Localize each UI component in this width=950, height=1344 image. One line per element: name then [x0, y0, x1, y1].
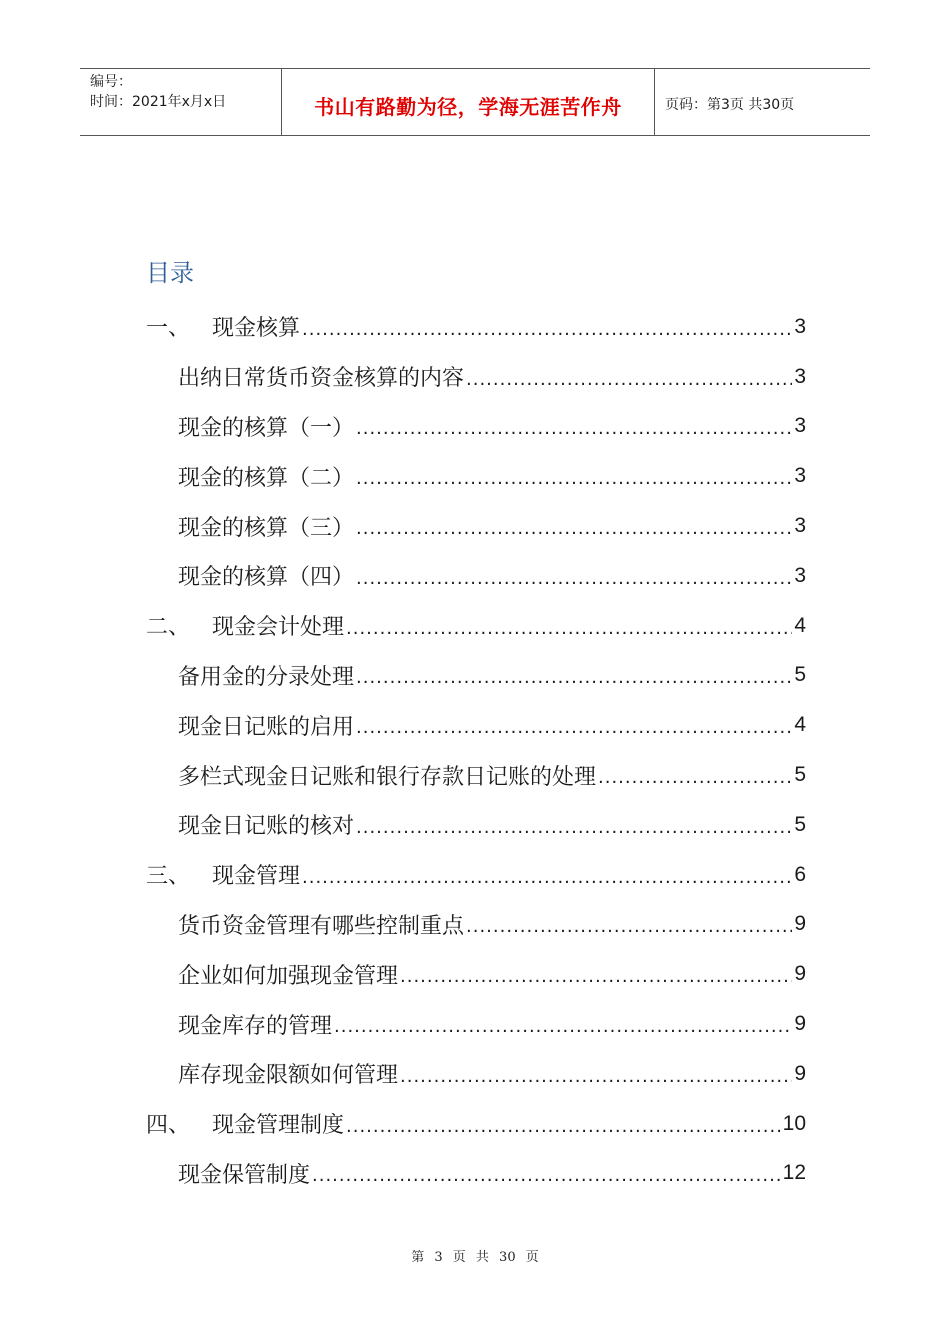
- toc-entry[interactable]: [146, 700, 806, 750]
- toc-entry-title: 现金库存的管理: [178, 1013, 333, 1039]
- toc-entry-page: 3: [794, 414, 806, 438]
- toc-entry-page: 4: [794, 613, 806, 637]
- toc-dot-leader: [356, 819, 792, 850]
- toc-dot-leader: [302, 321, 792, 352]
- toc-entry-page: 3: [794, 514, 806, 538]
- header-meta-cell: [80, 69, 282, 135]
- toc-entry-page: 10: [782, 1111, 806, 1135]
- toc-dot-leader: [312, 1167, 781, 1198]
- toc-dot-leader: [356, 420, 792, 451]
- header-page-info: 页码：第3页 共30页: [665, 97, 795, 113]
- toc-entry-page: 9: [794, 962, 806, 986]
- toc-entry[interactable]: [146, 1049, 806, 1099]
- toc-dot-leader: [346, 1118, 781, 1149]
- toc-entry-title: 多栏式现金日记账和银行存款日记账的处理: [178, 764, 597, 790]
- toc-entry-page: 5: [794, 663, 806, 687]
- toc-entry-title: 库存现金限额如何管理: [178, 1063, 399, 1089]
- toc-entry-page: 9: [794, 1012, 806, 1036]
- table-of-contents: [146, 302, 806, 1198]
- toc-entry-title: 现金的核算（三）: [178, 515, 355, 541]
- header-number-label: 编号：: [90, 74, 132, 90]
- toc-entry-page: 3: [794, 563, 806, 587]
- toc-entry[interactable]: [146, 1099, 806, 1149]
- toc-entry[interactable]: [146, 352, 806, 402]
- header-time-label: 时间：2021年x月x日: [90, 94, 227, 110]
- toc-entry-page: 3: [794, 314, 806, 338]
- toc-dot-leader: [598, 769, 792, 800]
- toc-entry-title: 现金的核算（二）: [178, 465, 355, 491]
- toc-entry[interactable]: [146, 850, 806, 900]
- document-header: [80, 68, 870, 136]
- toc-entry-page: 3: [794, 464, 806, 488]
- toc-entry-title: 现金的核算（四）: [178, 565, 355, 591]
- toc-entry-page: 5: [794, 812, 806, 836]
- toc-dot-leader: [466, 918, 792, 949]
- toc-entry-title: 现金会计处理: [212, 615, 345, 641]
- toc-entry-page: 6: [794, 862, 806, 886]
- toc-dot-leader: [302, 869, 792, 900]
- toc-entry[interactable]: [146, 651, 806, 701]
- toc-entry-page: 5: [794, 763, 806, 787]
- toc-title: 目录: [146, 259, 194, 287]
- toc-entry[interactable]: [146, 501, 806, 551]
- toc-dot-leader: [466, 371, 792, 402]
- toc-entry-title: 备用金的分录处理: [178, 664, 355, 690]
- toc-entry-page: 9: [794, 912, 806, 936]
- toc-entry-number: 三、: [146, 864, 191, 890]
- toc-dot-leader: [356, 470, 792, 501]
- toc-entry-title: 现金保管制度: [178, 1162, 311, 1188]
- toc-entry-number: 四、: [146, 1113, 191, 1139]
- toc-dot-leader: [356, 719, 792, 750]
- toc-entry[interactable]: [146, 302, 806, 352]
- toc-dot-leader: [356, 570, 792, 601]
- toc-dot-leader: [356, 669, 792, 700]
- toc-entry-title: 企业如何加强现金管理: [178, 963, 399, 989]
- toc-entry[interactable]: [146, 800, 806, 850]
- toc-entry[interactable]: [146, 1149, 806, 1199]
- toc-entry-title: 现金的核算（一）: [178, 415, 355, 441]
- toc-entry[interactable]: [146, 601, 806, 651]
- toc-entry-title: 货币资金管理有哪些控制重点: [178, 913, 465, 939]
- toc-dot-leader: [356, 520, 792, 551]
- header-motto: 书山有路勤为径，学海无涯苦作舟: [282, 69, 655, 135]
- toc-dot-leader: [334, 1018, 792, 1049]
- toc-entry-page: 9: [794, 1061, 806, 1085]
- toc-dot-leader: [400, 1068, 792, 1099]
- toc-entry-title: 现金管理制度: [212, 1113, 345, 1139]
- toc-entry-page: 3: [794, 364, 806, 388]
- toc-entry-number: 一、: [146, 316, 191, 342]
- toc-entry[interactable]: [146, 900, 806, 950]
- toc-entry-page: 4: [794, 713, 806, 737]
- toc-entry-number: 二、: [146, 615, 191, 641]
- toc-entry-page: 12: [782, 1161, 806, 1185]
- toc-entry[interactable]: [146, 750, 806, 800]
- toc-entry-title: 现金管理: [212, 864, 301, 890]
- toc-entry[interactable]: [146, 451, 806, 501]
- toc-dot-leader: [400, 968, 792, 999]
- toc-entry-title: 现金核算: [212, 316, 301, 342]
- toc-entry[interactable]: [146, 551, 806, 601]
- toc-entry-title: 现金日记账的核对: [178, 814, 355, 840]
- page-footer: 第 3 页 共 30 页: [411, 1250, 539, 1265]
- toc-entry[interactable]: [146, 949, 806, 999]
- toc-entry-title: 现金日记账的启用: [178, 714, 355, 740]
- toc-entry[interactable]: [146, 402, 806, 452]
- toc-entry[interactable]: [146, 999, 806, 1049]
- toc-dot-leader: [346, 620, 792, 651]
- toc-entry-title: 出纳日常货币资金核算的内容: [178, 366, 465, 392]
